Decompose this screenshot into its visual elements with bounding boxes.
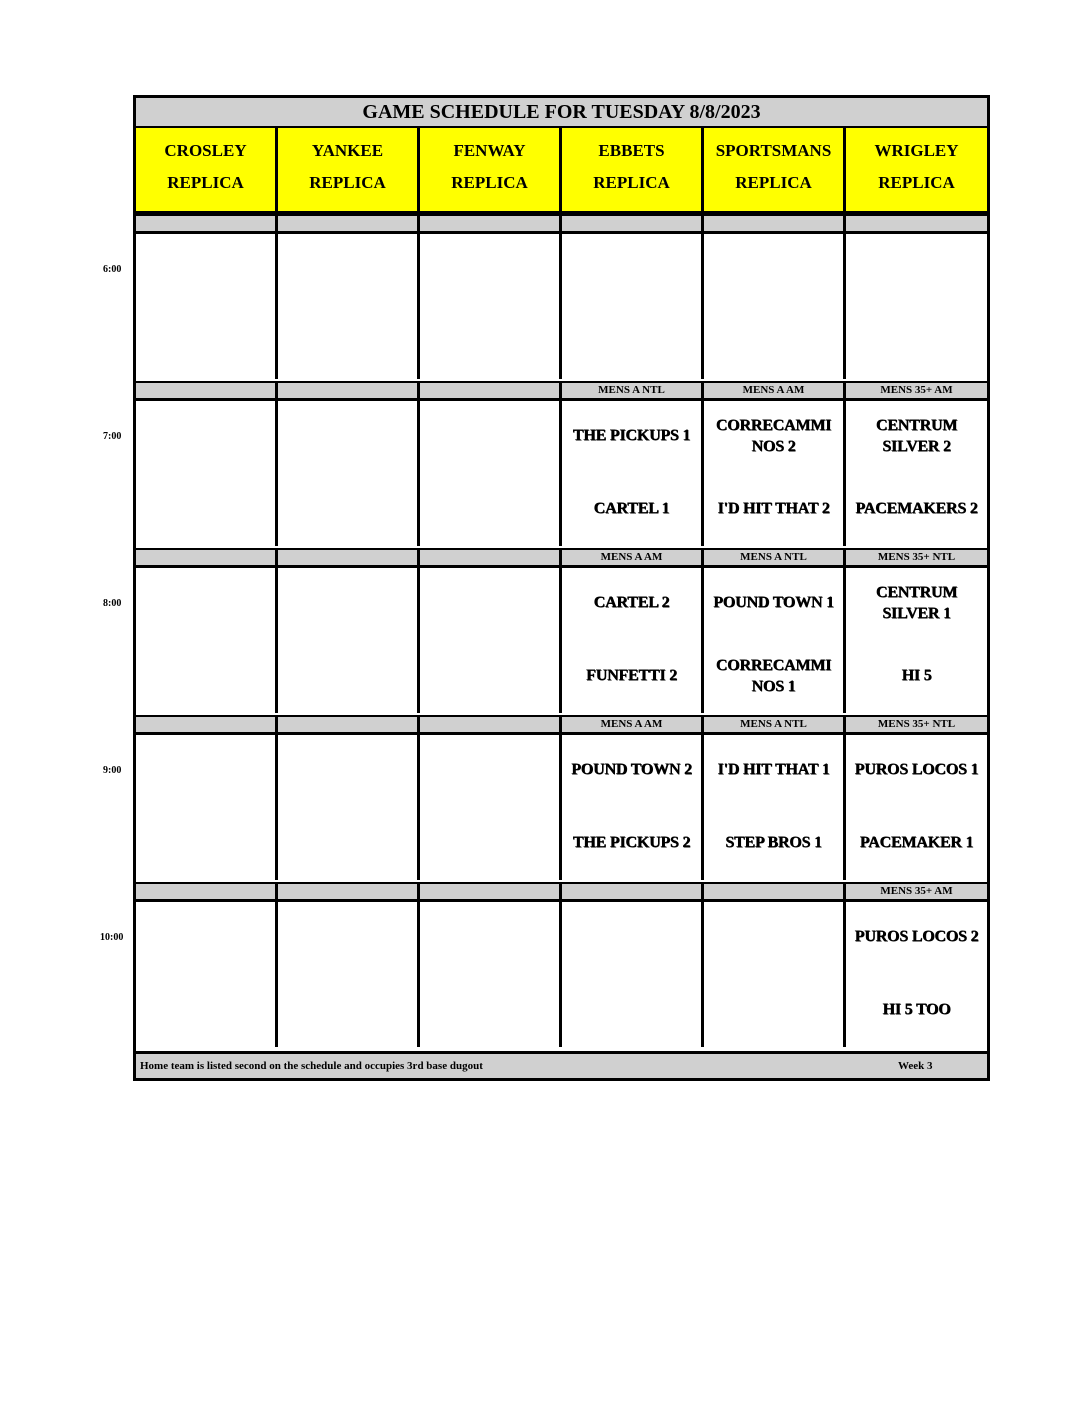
game-cell — [136, 401, 278, 546]
home-team: THE PICKUPS 2 — [572, 834, 691, 851]
game-cell — [562, 568, 704, 713]
home-team: FUNFETTI 2 — [586, 667, 677, 684]
game-cell — [704, 902, 846, 1047]
game-cell — [420, 401, 562, 546]
game-cell — [846, 234, 987, 379]
home-team: CORRECAMMI NOS 1 — [715, 657, 832, 695]
division-label — [562, 882, 704, 902]
division-label — [704, 214, 846, 234]
away-team: THE PICKUPS 1 — [572, 427, 691, 444]
home-team: HI 5 TOO — [882, 1001, 951, 1018]
game-cell — [136, 234, 278, 379]
division-label — [420, 381, 562, 401]
division-label — [846, 214, 987, 234]
field-subtitle: REPLICA — [735, 173, 812, 192]
time-label: 7:00 — [103, 431, 122, 442]
game-cell — [278, 568, 420, 713]
division-label: MENS A NTL — [704, 548, 846, 568]
game-cell — [846, 568, 987, 713]
field-subtitle: REPLICA — [878, 173, 955, 192]
field-name: CROSLEY — [164, 141, 247, 160]
division-label: MENS 35+ AM — [846, 882, 987, 902]
home-team: HI 5 — [901, 667, 932, 684]
division-label — [136, 214, 278, 234]
time-label: 8:00 — [103, 598, 122, 609]
away-team: POUND TOWN 2 — [571, 761, 692, 778]
field-header — [420, 128, 562, 214]
footer-note: Home team is listed second on the schedule and occupies 3rd base dugout — [140, 1060, 483, 1072]
game-cell — [704, 735, 846, 880]
away-team: CORRECAMMI NOS 2 — [715, 417, 832, 455]
field-header — [278, 128, 420, 214]
division-label — [278, 381, 420, 401]
week-label: Week 3 — [898, 1060, 933, 1072]
division-label: MENS A NTL — [704, 715, 846, 735]
field-subtitle: REPLICA — [451, 173, 528, 192]
home-team: PACEMAKER 1 — [859, 834, 974, 851]
field-name: YANKEE — [311, 141, 384, 160]
division-label: MENS 35+ NTL — [846, 548, 987, 568]
schedule-sheet — [133, 95, 990, 1081]
field-header — [704, 128, 846, 214]
game-cell — [562, 234, 704, 379]
game-cell — [846, 401, 987, 546]
game-cell — [562, 902, 704, 1047]
division-label — [278, 882, 420, 902]
field-subtitle: REPLICA — [593, 173, 670, 192]
time-label: 10:00 — [100, 932, 124, 943]
division-label — [278, 548, 420, 568]
game-cell — [136, 902, 278, 1047]
division-label — [420, 882, 562, 902]
field-name: SPORTSMANS — [715, 141, 832, 160]
footer-bar — [136, 1051, 987, 1078]
game-cell — [704, 401, 846, 546]
division-label — [562, 214, 704, 234]
division-label: MENS A AM — [704, 381, 846, 401]
game-cell — [420, 234, 562, 379]
home-team: CARTEL 1 — [593, 500, 670, 517]
division-label — [420, 214, 562, 234]
division-label — [278, 715, 420, 735]
division-label: MENS A AM — [562, 548, 704, 568]
game-cell — [704, 234, 846, 379]
division-label — [136, 715, 278, 735]
game-cell — [846, 735, 987, 880]
field-name: WRIGLEY — [874, 141, 959, 160]
field-header — [562, 128, 704, 214]
home-team: PACEMAKERS 2 — [855, 500, 978, 517]
game-cell — [278, 735, 420, 880]
field-name: FENWAY — [453, 141, 526, 160]
game-cell — [278, 902, 420, 1047]
division-label — [704, 882, 846, 902]
field-header — [846, 128, 987, 214]
game-cell — [278, 234, 420, 379]
field-header — [136, 128, 278, 214]
away-team: CENTRUM SILVER 1 — [875, 584, 958, 622]
game-cell — [562, 735, 704, 880]
division-label — [420, 715, 562, 735]
division-label — [136, 381, 278, 401]
division-label: MENS 35+ AM — [846, 381, 987, 401]
time-label: 6:00 — [103, 264, 122, 275]
home-team: STEP BROS 1 — [725, 834, 822, 851]
game-cell — [420, 902, 562, 1047]
game-cell — [278, 401, 420, 546]
division-label: MENS A NTL — [562, 381, 704, 401]
field-subtitle: REPLICA — [167, 173, 244, 192]
game-cell — [562, 401, 704, 546]
time-label: 9:00 — [103, 765, 122, 776]
away-team: CENTRUM SILVER 2 — [875, 417, 958, 455]
division-label — [136, 548, 278, 568]
away-team: CARTEL 2 — [593, 594, 670, 611]
away-team: PUROS LOCOS 1 — [854, 761, 979, 778]
away-team: PUROS LOCOS 2 — [854, 928, 979, 945]
game-cell — [420, 735, 562, 880]
away-team: POUND TOWN 1 — [713, 594, 834, 611]
field-subtitle: REPLICA — [309, 173, 386, 192]
game-cell — [136, 568, 278, 713]
division-label — [420, 548, 562, 568]
field-name: EBBETS — [598, 141, 665, 160]
game-cell — [704, 568, 846, 713]
division-label — [136, 882, 278, 902]
game-cell — [136, 735, 278, 880]
division-label: MENS 35+ NTL — [846, 715, 987, 735]
schedule-title: GAME SCHEDULE FOR TUESDAY 8/8/2023 — [136, 98, 987, 128]
game-cell — [846, 902, 987, 1047]
division-label — [278, 214, 420, 234]
home-team: I'D HIT THAT 2 — [717, 500, 830, 517]
game-cell — [420, 568, 562, 713]
division-label: MENS A AM — [562, 715, 704, 735]
away-team: I'D HIT THAT 1 — [717, 761, 830, 778]
